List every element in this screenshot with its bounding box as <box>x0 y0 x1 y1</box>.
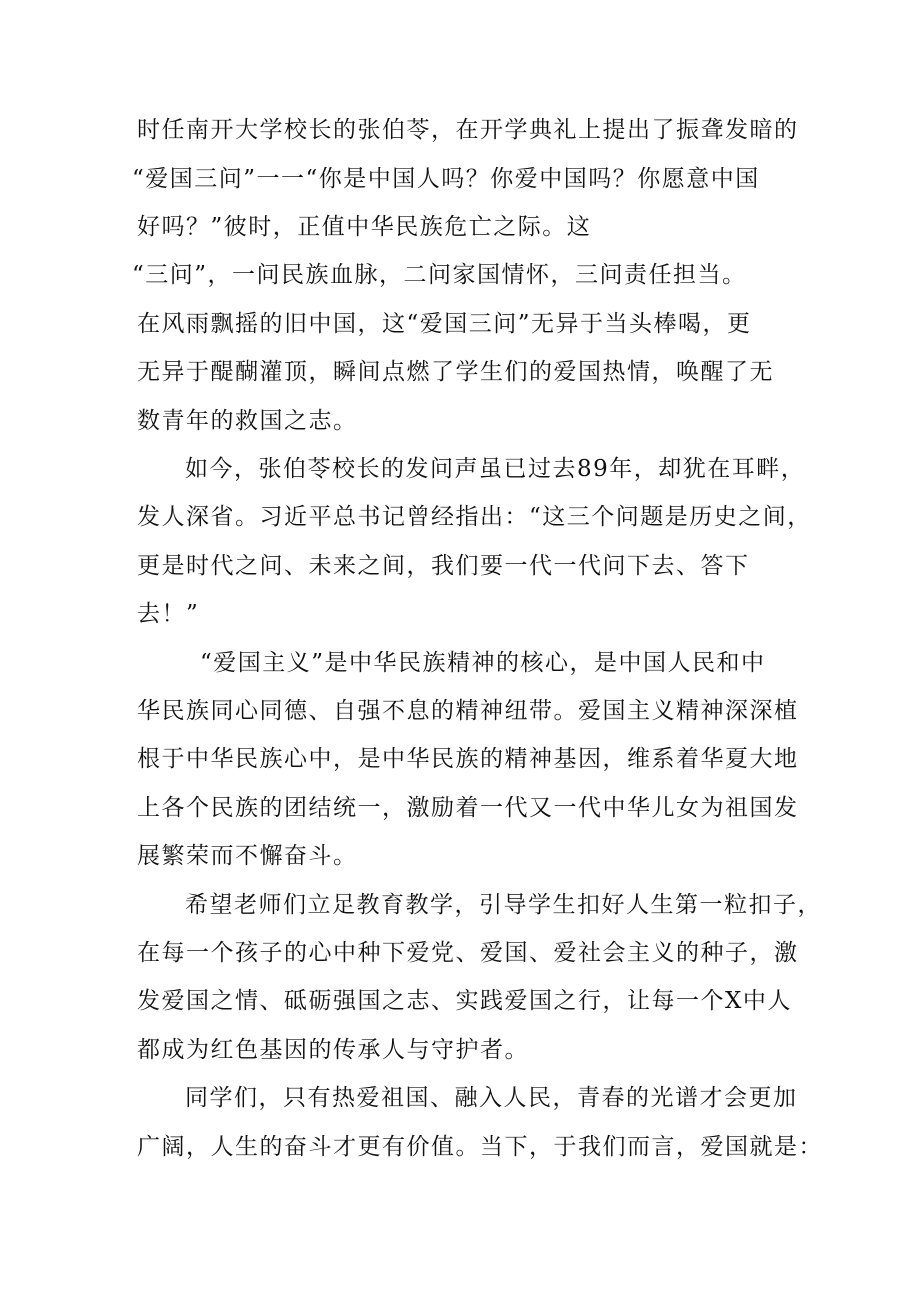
paragraph-1-line-1: 时任南开大学校长的张伯苓，在开学典礼上提出了振聋发暗的 <box>137 117 799 143</box>
paragraph-3-line-5: 展繁荣而不懈奋斗。 <box>137 843 358 869</box>
paragraph-3-line-1: “爱国主义”是中华民族精神的核心，是中国人民和中 <box>200 650 766 676</box>
paragraph-1-line-7: 数青年的救国之志。 <box>137 408 358 434</box>
paragraph-4-line-3: 发爱国之情、砥砺强国之志、实践爱国之行，让每一个X中人 <box>137 988 792 1014</box>
paragraph-1-line-5: 在风雨飘摇的旧中国，这“爱国三问”无异于当头棒喝，更 <box>137 311 752 337</box>
paragraph-2-line-4: 去！” <box>137 601 200 627</box>
paragraph-3-line-2: 华民族同心同德、自强不息的精神纽带。爱国主义精神深深植 <box>137 698 799 724</box>
paragraph-1-line-6: 无异于醍醐灌顶，瞬间点燃了学生们的爱国热情，唤醒了无 <box>137 359 774 385</box>
paragraph-4-line-2: 在每一个孩子的心中种下爱党、爱国、爱社会主义的种子，激 <box>137 940 799 966</box>
paragraph-3-line-3: 根于中华民族心中，是中华民族的精神基因，维系着华夏大地 <box>137 746 799 772</box>
paragraph-4-line-1: 希望老师们立足教育教学，引导学生扣好人生第一粒扣子， <box>185 892 822 918</box>
paragraph-5-line-2: 广阔，人生的奋斗才更有价值。当下，于我们而言，爱国就是： <box>137 1134 823 1160</box>
paragraph-3-line-4: 上各个民族的团结统一，激励着一代又一代中华儿女为祖国发 <box>137 795 799 821</box>
paragraph-2-line-2: 发人深省。习近平总书记曾经指出：“这三个问题是历史之间， <box>137 504 812 530</box>
paragraph-2-line-1: 如今，张伯苓校长的发问声虽已过去89年，却犹在耳畔， <box>185 456 806 482</box>
paragraph-5-line-1: 同学们，只有热爱祖国、融入人民，青春的光谱才会更加 <box>185 1085 798 1111</box>
paragraph-1-line-4: “三问”，一问民族血脉，二问家国情怀，三问责任担当。 <box>132 262 747 288</box>
paragraph-1-line-2: “爱国三问”一一“你是中国人吗？你爱中国吗？你愿意中国 <box>132 166 760 192</box>
paragraph-1-line-3: 好吗？”彼时，正值中华民族危亡之际。这 <box>137 214 592 240</box>
paragraph-4-line-4: 都成为红色基因的传承人与守护者。 <box>137 1037 529 1063</box>
paragraph-2-line-3: 更是时代之问、未来之间，我们要一代一代问下去、答下 <box>137 553 750 579</box>
